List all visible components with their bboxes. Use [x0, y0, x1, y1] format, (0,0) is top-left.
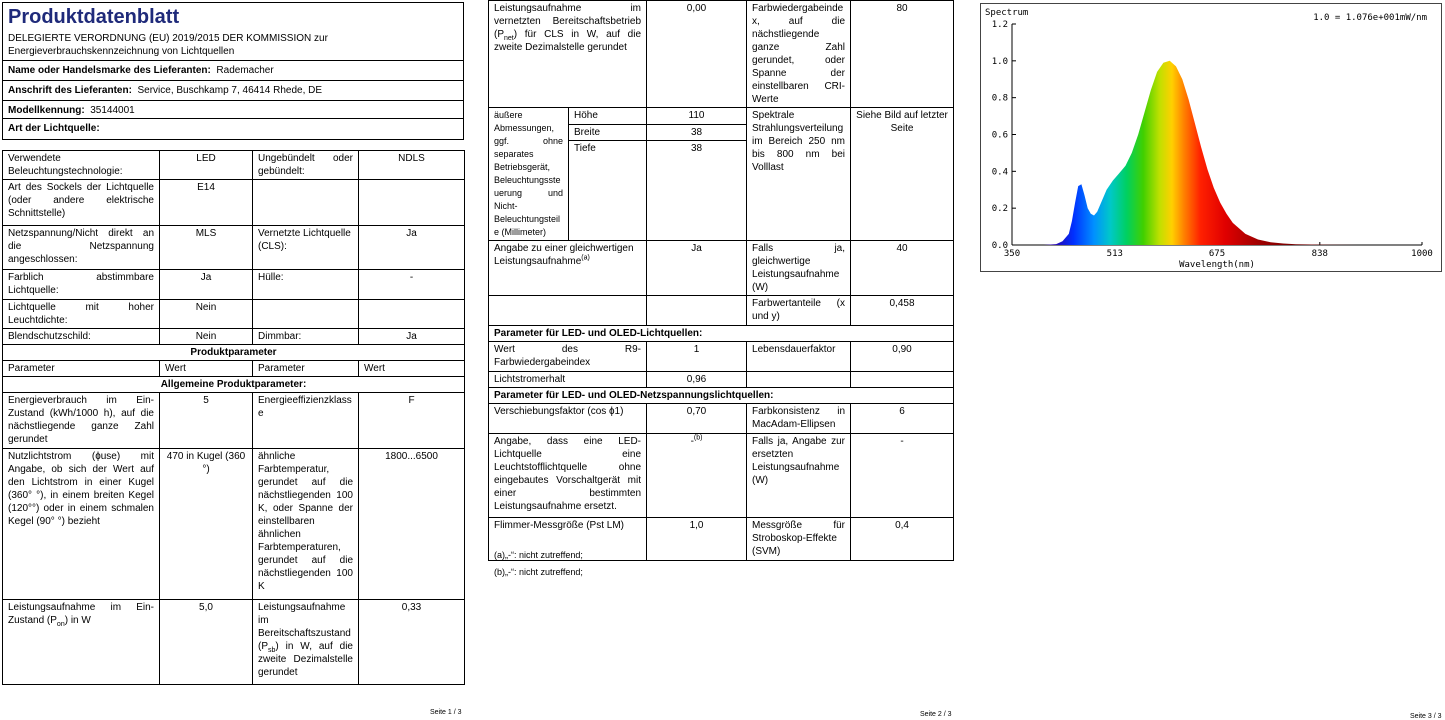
x-tick-label: 513	[1106, 249, 1123, 259]
mains-label: Netzspannung/Nicht direkt an die Netzspannung angeschlossen:	[3, 226, 160, 270]
glare-label: Blendschutzschild:	[3, 329, 160, 345]
col-param-2: Parameter	[253, 361, 359, 377]
table-row	[3, 300, 465, 329]
replacement-value: -$^{(b)}$	[647, 434, 747, 518]
r9-value: 1	[647, 342, 747, 372]
pon-value: 5,0	[160, 600, 253, 685]
product-params-header: Produktparameter	[3, 345, 465, 361]
width-value: 38	[647, 124, 747, 141]
svm-label: Messgröße für Stroboskop-Effekte (SVM)	[747, 518, 851, 561]
mains-params-header: Parameter für LED- und OLED-Netzspannungslichtquellen:	[489, 388, 954, 404]
cri-label: Farbwiedergabeindex, auf die nächstliegende ganze Zahl gerundet, oder Spanne der einstellbaren CRI-Werte	[747, 1, 851, 108]
y-tick-label: 0.6	[991, 130, 1008, 141]
supplier-name-label: Name oder Handelsmarke des Lieferanten:	[8, 65, 211, 76]
supplier-address-label: Anschrift des Lieferanten:	[8, 85, 132, 96]
cri-value: 80	[851, 1, 954, 108]
supplier-address-value: Service, Buschkamp 7, 46414 Rhede, DE	[137, 85, 323, 96]
page-number-2: Seite 2 / 3	[920, 711, 952, 718]
energy-label: Energieverbrauch im Ein-Zustand (kWh/1000 h), auf die nächstliegende ganze Zahl gerundet	[3, 393, 160, 449]
footnote-b: (b)„-“: nicht zutreffend;	[494, 567, 583, 577]
chart-title: Spectrum	[985, 8, 1029, 18]
pf-label: Verschiebungsfaktor (cos ɸ1)	[489, 404, 647, 434]
supplier-address-row	[3, 81, 463, 101]
equiv-w-value: 40	[851, 241, 954, 296]
pf-value: 0,70	[647, 404, 747, 434]
r9-label: Wert des R9-Farbwiedergabeindex	[489, 342, 647, 372]
model-label: Modellkennung:	[8, 105, 85, 116]
chroma-value: 0,458	[851, 296, 954, 326]
table-row	[489, 326, 954, 342]
spectrum-chart	[980, 3, 1442, 272]
x-tick-label: 1000	[1411, 249, 1433, 259]
eec-label: Energieeffizienzklasse	[253, 393, 359, 449]
table-row	[3, 361, 465, 377]
header-block	[2, 2, 464, 140]
col-value-1: Wert	[160, 361, 253, 377]
psb-value: 0,33	[359, 600, 465, 685]
col-param-1: Parameter	[3, 361, 160, 377]
equiv-value: Ja	[647, 241, 747, 296]
flux-label: Nutzlichtstrom (ɸuse) mit Angabe, ob sich der Wert auf den Lichtstrom in einer Kugel (360° °), in einem breiten Kegel (120°°) oder in einem schmalen Kegel (90° °) bezieht	[3, 449, 160, 600]
table-row	[3, 151, 465, 180]
table-row	[3, 449, 465, 600]
table-row	[3, 600, 465, 685]
pnet-label: Leistungsaufnahme im vernetzten Bereitschaftsbetrieb $(P_{net})$ für CLS in W, auf die zweite Dezimalstelle gerundet	[489, 1, 647, 108]
spd-label: Spektrale Strahlungsverteilung im Bereich 250 nm bis 800 nm bei Volllast	[747, 108, 851, 241]
direction-value: NDLS	[359, 151, 465, 180]
page-1	[0, 0, 463, 719]
table-row	[489, 372, 954, 388]
general-params-header: Allgemeine Produktparameter:	[3, 377, 465, 393]
table-row	[489, 388, 954, 404]
table-row	[3, 345, 465, 361]
page-number: Seite 1 / 3	[430, 709, 462, 716]
x-tick-label: 675	[1208, 249, 1226, 259]
width-label: Breite	[569, 124, 647, 141]
led-params-header: Parameter für LED- und OLED-Lichtquellen:	[489, 326, 954, 342]
cct-value: 1800...6500	[359, 449, 465, 600]
product-table-2	[488, 0, 954, 561]
table-row	[489, 296, 954, 326]
depth-value: 38	[647, 141, 747, 241]
spectrum-area	[1012, 61, 1422, 245]
cls-label: Vernetzte Lichtquelle (CLS):	[253, 226, 359, 270]
footnotes	[494, 547, 583, 581]
envelope-value: -	[359, 270, 465, 300]
y-tick-label: 1.0	[991, 56, 1008, 67]
table-row	[489, 434, 954, 518]
equiv-w-label: Falls ja, gleichwertige Leistungsaufnahme (W)	[747, 241, 851, 296]
replacement-label: Angabe, dass eine LED-Lichtquelle eine Leuchtstofflichtquelle ohne eingebautes Vorschaltgerät mit einer bestimmten Leistungsaufnahme ersetzt.	[489, 434, 647, 518]
color-tunable-label: Farblich abstimmbare Lichtquelle:	[3, 270, 160, 300]
table-row	[489, 241, 954, 296]
spd-value: Siehe Bild auf letzter Seite	[851, 108, 954, 241]
glare-value: Nein	[160, 329, 253, 345]
tech-label: Verwendete Beleuchtungstechnologie:	[3, 151, 160, 180]
eec-value: F	[359, 393, 465, 449]
height-value: 110	[647, 108, 747, 125]
model-row	[3, 101, 463, 119]
socket-label: Art des Sockels der Lichtquelle (oder andere elektrische Schnittstelle)	[3, 180, 160, 226]
table-row	[3, 377, 465, 393]
psb-label: Leistungsaufnahme im Bereitschaftszustand $(P_{sb})$ in W, auf die zweite Dezimalstelle gerundet	[253, 600, 359, 685]
hld-label: Lichtquelle mit hoher Leuchtdichte:	[3, 300, 160, 329]
page-number-3: Seite 3 / 3	[1410, 713, 1442, 720]
equiv-label: Angabe zu einer gleichwertigen Leistungsaufnahme$^{(a)}$	[489, 241, 647, 296]
table-row	[3, 226, 465, 270]
cct-label: ähnliche Farbtemperatur, gerundet auf die nächstliegenden 100 K, oder Spanne der einstellbaren ähnlichen Farbtemperaturen, gerundet auf die nächstliegenden 100 K	[253, 449, 359, 600]
page-title: Produktdatenblatt	[8, 6, 180, 28]
table-row	[489, 342, 954, 372]
x-axis-label: Wavelength(nm)	[1179, 260, 1255, 270]
x-tick-label: 350	[1003, 249, 1021, 259]
table-row	[489, 108, 954, 125]
mains-value: MLS	[160, 226, 253, 270]
supplier-name-value: Rademacher	[216, 65, 274, 76]
x-tick-label: 838	[1311, 249, 1328, 259]
replacement-w-value: -	[851, 434, 954, 518]
life-value: 0,90	[851, 342, 954, 372]
table-row	[3, 329, 465, 345]
tech-value: LED	[160, 151, 253, 180]
table-row	[489, 404, 954, 434]
y-tick-label: 0.8	[991, 93, 1008, 104]
hld-value: Nein	[160, 300, 253, 329]
envelope-label: Hülle:	[253, 270, 359, 300]
supplier-name-row	[3, 61, 463, 81]
svm-value: 0,4	[851, 518, 954, 561]
chart-scale-note: 1.0 = 1.076e+001mW/nm	[1313, 13, 1427, 23]
dims-label: äußere Abmessungen, ggf. ohne separates Betriebsgerät, Beleuchtungssteuerung und Nicht-Beleuchtungsteile (Millimeter)	[489, 108, 569, 241]
color-tunable-value: Ja	[160, 270, 253, 300]
replacement-w-label: Falls ja, Angabe zur ersetzten Leistungsaufnahme (W)	[747, 434, 851, 518]
y-tick-label: 1.2	[991, 20, 1008, 30]
flicker-value: 1,0	[647, 518, 747, 561]
cls-value: Ja	[359, 226, 465, 270]
maint-value: 0,96	[647, 372, 747, 388]
y-tick-label: 0.4	[991, 167, 1008, 178]
height-label: Höhe	[569, 108, 647, 125]
model-value: 35144001	[90, 105, 135, 116]
depth-label: Tiefe	[569, 141, 647, 241]
footnote-a: (a)„-“: nicht zutreffend;	[494, 550, 583, 560]
product-table	[2, 150, 465, 685]
y-tick-label: 0.0	[991, 241, 1008, 251]
energy-value: 5	[160, 393, 253, 449]
direction-label: Ungebündelt oder gebündelt:	[253, 151, 359, 180]
socket-value: E14	[160, 180, 253, 226]
table-row	[3, 270, 465, 300]
source-type-row	[3, 119, 463, 140]
table-row	[489, 1, 954, 108]
flicker-label: Flimmer-Messgröße (Pst LM)	[489, 518, 647, 561]
pnet-value: 0,00	[647, 1, 747, 108]
y-tick-label: 0.2	[991, 204, 1008, 215]
table-row	[3, 180, 465, 226]
life-label: Lebensdauerfaktor	[747, 342, 851, 372]
pon-label: Leistungsaufnahme im Ein-Zustand $(P_{on})$ in W	[3, 600, 160, 685]
dimmable-value: Ja	[359, 329, 465, 345]
col-value-2: Wert	[359, 361, 465, 377]
maint-label: Lichtstromerhalt	[489, 372, 647, 388]
sdcm-label: Farbkonsistenz in MacAdam-Ellipsen	[747, 404, 851, 434]
source-type-label: Art der Lichtquelle:	[8, 123, 100, 134]
chroma-label: Farbwertanteile (x und y)	[747, 296, 851, 326]
spectrum-plot	[981, 4, 1441, 271]
table-row	[3, 393, 465, 449]
regulation-text: DELEGIERTE VERORDNUNG (EU) 2019/2015 DER KOMMISSION zur Energieverbrauchskennzeichnung von Lichtquellen	[3, 29, 463, 61]
dimmable-label: Dimmbar:	[253, 329, 359, 345]
sdcm-value: 6	[851, 404, 954, 434]
flux-value: 470 in Kugel (360 °)	[160, 449, 253, 600]
